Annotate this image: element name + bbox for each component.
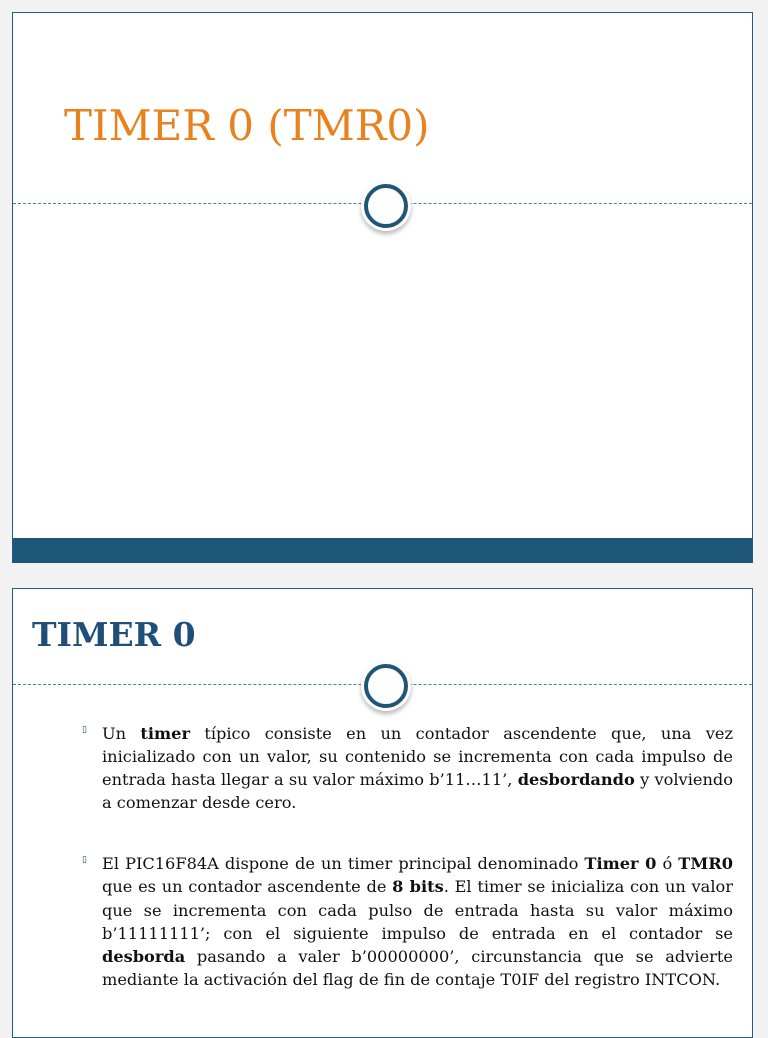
footer-band: [13, 538, 752, 563]
bullet-item: [82, 852, 733, 991]
content-slide: [12, 588, 753, 1038]
bold-term: timer: [140, 724, 190, 743]
ring-ornament-icon: [364, 664, 408, 708]
bold-term: desbordando: [517, 770, 635, 790]
bullet-text: y volviendo a comenzar desde cero.: [102, 770, 733, 813]
bullet-text: . El timer se inicializa con un valor que se incrementa con cada pulso de entrada hasta su valor máximo b’11111111’; con el siguiente impulso de entrada en el contador se: [102, 877, 733, 943]
bold-term: 8 bits: [392, 877, 444, 897]
bold-term: TMR0: [678, 854, 733, 874]
ring-ornament-icon: [364, 184, 408, 228]
bullet-text: que es un contador ascendente de: [102, 877, 393, 897]
bullet-item: [82, 722, 733, 814]
bold-term: Timer 0: [584, 854, 657, 874]
slide-title: TIMER 0: [32, 615, 196, 654]
bullet-text: típico consiste en un contador ascendente que, una vez inicializado con un valor, su contenido se incrementa con cada impulso de entrada hasta llegar a su valor máximo b’11…11’,: [102, 724, 733, 790]
bullet-text: El PIC16F84A dispone de un timer principal denominado: [102, 854, 585, 874]
bold-term: desborda: [102, 946, 186, 966]
bullet-text: ó: [656, 854, 679, 874]
bullet-list: [82, 722, 733, 1029]
square-bullet-icon: ▯: [82, 725, 87, 735]
square-bullet-icon: ▯: [82, 855, 87, 866]
slide-title: TIMER 0 (TMR0): [64, 101, 430, 150]
bullet-text: pasando a valer b’00000000’, circunstancia que se advierte mediante la activación del flag de fin de contaje T0IF del registro INTCON.: [102, 946, 733, 989]
bullet-text: Un: [102, 724, 141, 743]
title-slide: [12, 12, 753, 563]
